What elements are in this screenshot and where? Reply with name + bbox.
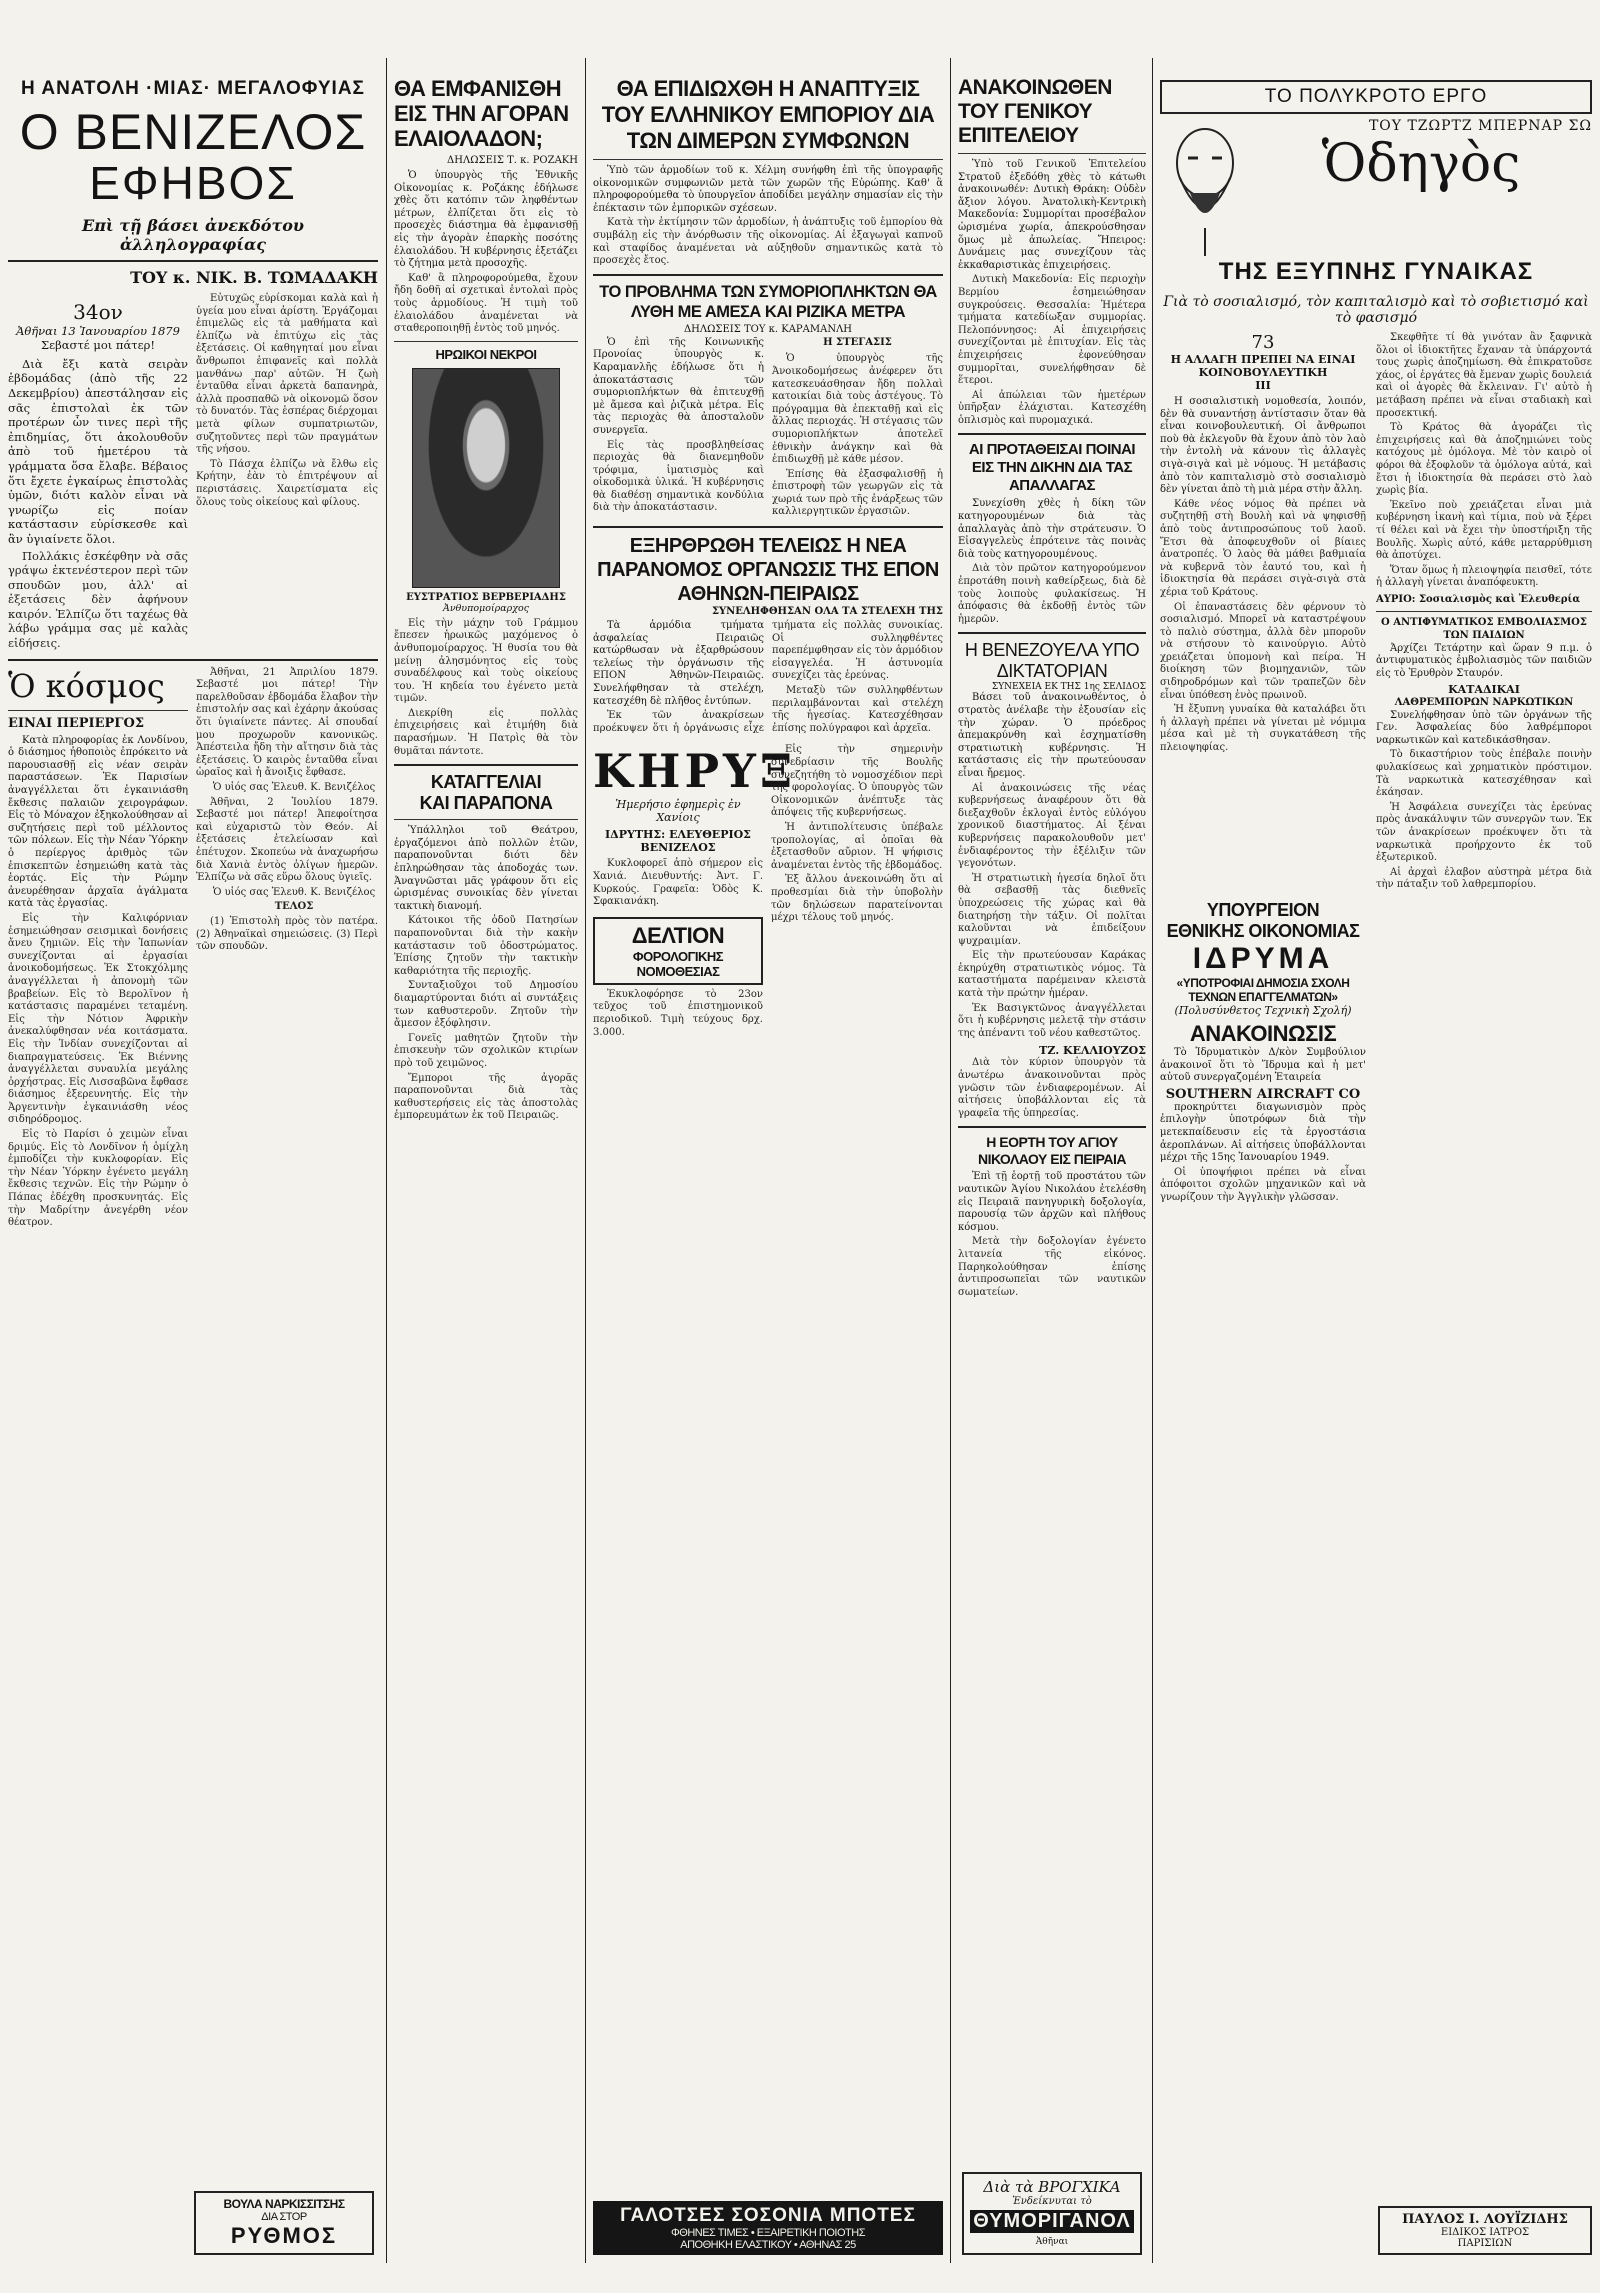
letter-body: Διὰ ἔξι κατὰ σειρὰν ἑβδομάδας (ἀπὸ τῆς 22 Δεκεμβρίου) ἀπεστάλησαν εἰς σᾶς ἐπιστολαὶ ἐκ τῶν προτέρων ὧν τινες περὶ τῆς ἐπιδημίας, ὅτι ἀκολουθοῦν ἀπὸ τοῦ ἡμετέρου τὰ γράμματα ὅσα ἔλαβε. Βέβαιος ὅτι ἔχετε ἐγκαίρως ἐπιστολὰς ὑμῶν, διότι καλὸν εἶναι νὰ γνωρίζω εἰς ποίαν κατάστασιν εὑρίσκεσθε καὶ ἂν ὑγιαίνετε ὅλοι. (8, 356, 188, 546)
announcement-body: Τὸ Ἰδρυματικὸν Δ/κὸν Συμβούλιον ἀνακοινοῖ ὅτι τὸ Ἵδρυμα καὶ ἡ μετ' αὐτοῦ συνεργαζομένη Ἑταιρεία (1160, 1046, 1366, 1084)
subheading: Η ΣΤΕΓΑΣΙΣ (823, 336, 892, 348)
letter-date: Ἀθῆναι 13 Ἰανουαρίου 1879 (16, 323, 180, 338)
notice-title: Ο ΑΝΤΙΦΥΜΑΤΙΚΟΣ ΕΜΒΟΛΙΑΣΜΟΣ ΤΩΝ ΠΑΙΔΙΩΝ (1381, 617, 1587, 642)
headline-complaints: ΚΑΤΑΓΓΕΛΙΑΙ (430, 772, 542, 793)
refugees-body: Ὁ ἐπὶ τῆς Κοινωνικῆς Προνοίας ὑπουργὸς κ. Καραμανλῆς ἐδήλωσε ὅτι ἡ ἀποκατάστασις τῶν συμοριοπλήκτων θὰ ἐπιτευχθῇ μὲ ἄμεσα καὶ ῥιζικὰ μέτρα. Εἰς τὰς περιοχὰς θὰ ἀποσταλοῦν συνεργεῖα. (593, 336, 764, 436)
advertisement-banner (593, 2201, 943, 2255)
notice-body: Συνελήφθησαν ὑπὸ τῶν ὀργάνων τῆς Γεν. Ἀσφαλείας δύο λαθρέμποροι ναρκωτικῶν καὶ κατεδικάσθησαν. (1376, 709, 1592, 746)
ad-line: ΔΙΑ ΣΤΟΡ (261, 2211, 307, 2223)
ad-brand: ΡΥΘΜΟΣ (230, 2223, 338, 2248)
caricature-illustration (1160, 118, 1250, 258)
column-venizelos: Η ΑΝΑΤΟΛΗ ·ΜΙΑΣ· ΜΕΓΑΛΟΦΥΙΑΣ Ο ΒΕΝΙΖΕΛΟΣ ΕΦΗΒΟΣ Επὶ τῇ βάσει ἀνεκδότου ἀλληλογραφίας ΤΟΥ κ. ΝΙΚ. Β. ΤΩΜΑΔΑΚΗ 34ον Ἀθῆναι 13 Ἰανουαρίου 1879 Σεβαστέ μοι πάτερ! Διὰ ἔξι κατὰ σειρὰν ἑβδομάδας (ἀπὸ τῆς 22 Δεκεμβρίου) ἀπεστάλησαν εἰς σᾶς ἐπιστολαὶ ἐκ τῶν προτέρων ὧν τινες περὶ τῆς ἐπιδημίας, ὅτι ἀκολουθοῦν ἀπὸ τοῦ ἡμετέρου τὰ γράμματα ὅσα ἔλαβε. Βέβαιος ὅτι ἔχετε ἐγκαίρως ἐπιστολὰς ὑμῶν, διότι καλὸν εἶναι νὰ γνωρίζω εἰς ποίαν κατάστασιν εὑρίσκεσθε καὶ ἂν ὑγιαίνετε ὅλοι. Πολλάκις ἐσκέφθην νὰ σᾶς γράψω ἐκτενέστερον περὶ τῶν σπουδῶν μου, ἀλλ' αἱ ἐξετάσεις δὲν ἀφήνουν καιρόν. Ἐλπίζω ὅτι ταχέως θὰ λάβω γράμμα σας μὲ καλὰς εἰδήσεις. Εὐτυχῶς εὑρίσκομαι καλὰ καὶ ἡ ὑγεία μου εἶναι ἀρίστη. Ἐργάζομαι ἐπιμελῶς εἰς τὰ μαθήματα καὶ ἐλπίζω νὰ ἐπιτύχω εἰς τὰς ἐξετάσεις. Οἱ καθηγηταί μου εἶναι ἄνθρωποι ἐπιφανεῖς καὶ πολλὰ μανθάνω παρ' αὐτῶν. Ἡ ζωὴ ἐνταῦθα εἶναι ἀρκετὰ δαπανηρὰ, ἀλλὰ προσπαθῶ νὰ οἰκονομῶ ὅσον τὸ δυνατόν. Τὰς ἑσπέρας διέρχομαι μετὰ φίλων συμπατριωτῶν, συζητοῦντες περὶ τῶν πραγμάτων τῆς νήσου. Τὸ Πάσχα ἐλπίζω νὰ ἔλθω εἰς Κρήτην, ἐὰν τὸ ἐπιτρέψουν αἱ περιστάσεις. Χαιρετίσματα εἰς ὅλους τοὺς οἰκείους καὶ φίλους. Ὁ κόσμος ΕΙΝΑΙ ΠΕΡΙΕΡΓΟΣ Κατὰ πληροφορίας ἐκ Λονδίνου, ὁ διάσημος ἠθοποιὸς ἐπρόκειτο νὰ παρουσιασθῇ εἰς νέαν σειρὰν παραστάσεων. Ἐκ Παρισίων ἀναγγέλλεται ὅτι ἐγκαινιάσθη ἔκθεσις παλαιῶν χειρογράφων. Εἰς τὸ Μόναχον ἐξηκολούθησαν αἱ συζητήσεις περὶ τοῦ μέλλοντος τῶν πόλεων. Εἰς τὴν Νέαν Ὑόρκην ὁ περίεργος ἀριθμὸς τῶν ἐπισκεπτῶν ἐσημειώθη κατὰ τὰς ἑορτάς. Εἰς τὴν Ρώμην ἀνευρέθησαν ἀρχαῖα ἀγάλματα κατὰ τὰς ἐργασίας. Εἰς τὴν Καλιφόρνιαν ἐσημειώθησαν σεισμικαὶ δονήσεις ἄνευ ζημιῶν. Εἰς τὴν Ἰαπωνίαν συνεχίζονται αἱ ἐργασίαι ἀνοικοδομήσεως. Ἐκ Στοκχόλμης ἀναγγέλλεται ἡ ἀπονομὴ τῶν βραβείων. Εἰς τὸ Βερολῖνον ἡ κατάστασις παραμένει τεταμένη. Εἰς τὴν Νότιον Ἀφρικὴν ἀνεκαλύφθησαν νέα κοιτάσματα. Εἰς τὴν Ἰνδίαν συνεχίζονται αἱ διαπραγματεύσεις. Ἐκ Βιέννης ἀναγγέλλεται συναυλία μεγάλης ὀρχήστρας. Εἰς Λισσαβῶνα ἔφθασε διάσημος ἐξερευνητής. Εἰς τὴν Ἀργεντινὴν ἐγκαινιάσθη νέος σιδηρόδρομος. Εἰς τὸ Παρίσι ὁ χειμὼν εἶναι δριμύς. Εἰς τὸ Λονδῖνον ἡ ὁμίχλη ἐμποδίζει τὴν κυκλοφορίαν. Εἰς τὴν Νέαν Ὑόρκην ἐγένετο μεγάλη ἔκθεσις τεχνῶν. Εἰς τὴν Ρώμην ὁ Πάπας ἐδέχθη προσκυνητάς. Εἰς τὴν Μαδρίτην ἀνεγέρθη νέον θέατρον. Ἀθῆναι, 21 Ἀπριλίου 1879. Σεβαστέ μοι πάτερ! Τὴν παρελθοῦσαν ἑβδομάδα ἔλαβον τὴν ἐπιστολήν σας καὶ ἐχάρην ἀκούσας ὅτι ὑγιαίνετε πάντες. Αἱ σπουδαί μου προχωροῦν κανονικῶς. Ἀπέστειλα ἤδη τὴν αἴτησιν διὰ τὰς ἐξετάσεις. Ὁ καιρὸς ἐνταῦθα εἶναι ὡραῖος καὶ ἡ ἄνοιξις ἔφθασε. Ὁ υἱός σας Ἐλευθ. Κ. Βενιζέλος Ἀθῆναι, 2 Ἰουλίου 1879. Σεβαστέ μοι πάτερ! Ἀπεφοίτησα καὶ εὐχαριστῶ τὸν Θεόν. Αἱ ἐξετάσεις ἐτελείωσαν καὶ ἐπέτυχον. Σκοπεύω νὰ ἀναχωρήσω διὰ Χανιὰ ἐντὸς ὀλίγων ἡμερῶν. Ἐλπίζω νὰ σᾶς εὕρω ὅλους ὑγιεῖς. Ὁ υἱός σας Ἐλευθ. Κ. Βενιζέλος ΤΕΛΟΣ (1) Ἐπιστολὴ πρὸς τὸν πατέρα. (2) Ἀθηναϊκαὶ σημειώσεις. (3) Περὶ τῶν σπουδῶν. ΒΟΥΛΑ ΝΑΡΚΙΣΣΙΤΣΗΣ ΔΙΑ ΣΤΟΡ ΡΥΘΜΟΣ (8, 58, 378, 2263)
doctor-card (1378, 2206, 1592, 2255)
chapter-body: Η σοσιαλιστικὴ νομοθεσία, λοιπόν, δὲν θὰ συναντήσῃ ἀντίστασιν ὅταν θὰ εἶναι κοινοβουλευτική. Οἱ ἄνθρωποι ποὺ θὰ ἐκλεγοῦν θὰ ἔχουν ἀπὸ τὸν λαὸ τὴν ἐντολὴ νὰ κάνουν τὶς ἀλλαγὲς σιγὰ-σιγὰ καὶ μὲ νόμους. Ἡ μετάβασις ἀπὸ τὸν καπιταλισμὸ στὸ σοσιαλισμὸ δὲν γίνεται ἀπὸ τὴ μιὰ μέρα στὴν ἄλλη. (1160, 396, 1366, 496)
ad-line: Ἐνδείκνυται τὸ (1012, 2196, 1092, 2208)
headline-complaints-sub: ΚΑΙ ΠΑΡΑΠΟΝΑ (419, 793, 553, 814)
notice-subtitle: ΛΑΘΡΕΜΠΟΡΩΝ ΝΑΡΚΩΤΙΚΩΝ (1394, 697, 1574, 709)
author-line: ΤΟΥ ΤΖΩΡΤΖ ΜΠΕΡΝΑΡ ΣΩ (1368, 118, 1592, 134)
article-body: Ὁ ὑπουργὸς τῆς Ἐθνικῆς Οἰκονομίας κ. Ροζάκης ἐδήλωσε χθὲς ὅτι κατόπιν τῶν ληφθέντων μέτρων, ἐλπίζεται ὅτι εἰς τὸ προσεχὲς διάστημα θὰ ἐμφανισθῇ εἰς τὴν ἀγορὰν ἐπαρκὴς ποσότης ἐλαιολάδου. Ἡ κυβέρνησις ἐξετάζει τὸ ζήτημα μετὰ προσοχῆς. (394, 170, 578, 270)
byline: ΔΗΛΩΣΕΙΣ Τ. κ. ΡΟΖΑΚΗ (447, 155, 578, 166)
kerix-subtitle: Ἡμερήσιο ἐφημερὶς ἐν Χανίοις (615, 798, 741, 825)
kicker: Η ΑΝΑΤΟΛΗ ·ΜΙΑΣ· ΜΕΓΑΛΟΦΥΙΑΣ (21, 78, 365, 99)
continuation-note: ΣΥΝΕΧΕΙΑ ΕΚ ΤΗΣ 1ης ΣΕΛΙΔΟΣ (991, 682, 1146, 693)
headline-venezuela: Η ΒΕΝΕΖΟΥΕΛΑ ΥΠΟ ΔΙΚΤΑΤΟΡΙΑΝ (964, 640, 1140, 682)
section-title: Ὁ κόσμος (8, 666, 165, 705)
divider (8, 659, 378, 661)
section-notes: Κατὰ πληροφορίας ἐκ Λονδίνου, ὁ διάσημος ἠθοποιὸς ἐπρόκειτο νὰ παρουσιασθῇ εἰς νέαν σειρὰν παραστάσεων. Ἐκ Παρισίων ἀναγγέλλεται ὅτι ἐγκαινιάσθη ἔκθεσις παλαιῶν χειρογράφων. Εἰς τὸ Μόναχον ἐξηκολούθησαν αἱ συζητήσεις περὶ τοῦ μέλλοντος τῶν πόλεων. Εἰς τὴν Νέαν Ὑόρκην ὁ περίεργος ἀριθμὸς τῶν ἐπισκεπτῶν ἐσημειώθη κατὰ τὰς ἑορτάς. Εἰς τὴν Ρώμην ἀνευρέθησαν ἀρχαῖα ἀγάλματα κατὰ τὰς ἐργασίας. (8, 734, 188, 910)
photo-caption-sub: Ἀνθυπομοίραρχος (442, 602, 530, 614)
column-rule (585, 58, 586, 2263)
ministry-title: ΥΠΟΥΡΓΕΙΟΝ (1206, 899, 1320, 920)
chapter-number: ΙΙΙ (1255, 379, 1271, 392)
institution-sub: (Πολυσύνθετος Τεχνικὴ Σχολή) (1174, 1003, 1352, 1017)
epon-body: Τὰ ἁρμόδια τμήματα ἀσφαλείας Πειραιῶς κατώρθωσαν νὰ ἐξαρθρώσουν τελείως τὴν ὀργάνωσιν τῆς ΕΠΟΝ Ἀθηνῶν-Πειραιῶς. Συνελήφθησαν τὰ στελέχη, κατεσχέθη δὲ πλῆθος ἐντύπων. (593, 620, 764, 707)
headline-second-line: ΕΦΗΒΟΣ (89, 157, 297, 209)
ad-headline: ΓΑΛΟΤΣΕΣ ΣΟΣΟΝΙΑ ΜΠΟΤΕΣ (620, 2205, 916, 2226)
ad-brand: ΘΥΜΟΡΙΓΑΝΟΛ (970, 2210, 1134, 2233)
doctor-name: ΠΑΥΛΟΣ Ι. ΛΟΥΪΖΙΔΗΣ (1402, 2212, 1568, 2227)
advertisement-box (962, 2172, 1142, 2255)
article-body: Ὑπὸ τῶν ἁρμοδίων τοῦ κ. Χέλμη συνήφθη ἐπὶ τῆς ὑπογραφῆς οἰκονομικῶν συμφωνιῶν μετὰ τῶν χωρῶν τῆς Εὐρώπης. Καθ' ἃ πληροφορούμεθα τὸ ὑπουργεῖον ἀποδίδει μεγάλην σημασίαν εἰς τὴν ἐπέκτασιν τῶν ἐμπορικῶν σχέσεων. (593, 165, 943, 214)
announcement-title: ΑΝΑΚΟΙΝΩΣΙΣ (1189, 1020, 1337, 1046)
headline-epon: ΕΞΗΡΘΡΩΘΗ ΤΕΛΕΙΩΣ Η ΝΕΑ ΠΑΡΑΝΟΜΟΣ ΟΡΓΑΝΩΣΙΣ ΤΗΣ ΕΠΟΝ ΑΘΗΝΩΝ-ΠΕΙΡΑΙΩΣ (597, 535, 939, 606)
kerix-founder: ΙΔΡΥΤΗΣ: ΕΛΕΥΘΕΡΙΟΣ ΒΕΝΙΖΕΛΟΣ (605, 828, 751, 855)
ministry-title-second: ΕΘΝΙΚΗΣ ΟΙΚΟΝΟΜΙΑΣ (1166, 920, 1360, 941)
notice-body: Ἀρχίζει Τετάρτην καὶ ὥραν 9 π.μ. ὁ ἀντιφυματικὸς ἐμβολιασμὸς τῶν παιδιῶν εἰς τὸ Ἐρυθρὸν Σταυρόν. (1376, 642, 1592, 679)
announcement-body-cont: προκηρύττει διαγωνισμὸν πρὸς ἐπιλογὴν ὑποτρόφων διὰ τὴν μετεκπαίδευσιν εἰς τὰ ἐργοστάσια ἀεροπλάνων. Αἱ αἰτήσεις ὑποβάλλονται μέχρι τῆς 15ης Ἰανουαρίου 1949. (1160, 1101, 1366, 1164)
letter-number: 34ον (73, 300, 123, 324)
headline: ΘΑ ΕΜΦΑΝΙΣΘΗ ΕΙΣ ΤΗΝ ΑΓΟΡΑΝ ΕΛΑΙΟΛΑΔΟΝ; (394, 76, 569, 151)
installment-number: 73 (1251, 332, 1275, 353)
column-rule (950, 58, 951, 2263)
subtitle: Γιὰ τὸ σοσιαλισμό, τὸν καπιταλισμὸ καὶ τὸ σοβιετισμό καὶ τὸ φασισμό (1163, 294, 1589, 326)
headline-refugees: ΤΟ ΠΡΟΒΛΗΜΑ ΤΩΝ ΣΥΜΟΡΙΟΠΛΗΚΤΩΝ ΘΑ ΛΥΘΗ ΜΕ ΑΜΕΣΑ ΚΑΙ ΡΙΖΙΚΑ ΜΕΤΡΑ (599, 282, 937, 321)
divider (8, 260, 378, 262)
column-trade: ΘΑ ΕΠΙΔΙΩΧΘΗ Η ΑΝΑΠΤΥΞΙΣ ΤΟΥ ΕΛΛΗΝΙΚΟΥ ΕΜΠΟΡΙΟΥ ΔΙΑ ΤΩΝ ΔΙΜΕΡΩΝ ΣΥΜΦΩΝΩΝ Ὑπὸ τῶν ἁρμοδίων τοῦ κ. Χέλμη συνήφθη ἐπὶ τῆς ὑπογραφῆς οἰκονομικῶν συμφωνιῶν μετὰ τῶν χωρῶν τῆς Εὐρώπης. Καθ' ἃ πληροφορούμεθα τὸ ὑπουργεῖον ἀποδίδει μεγάλην σημασίαν εἰς τὴν ἐπέκτασιν τῶν ἐμπορικῶν σχέσεων. Κατὰ τὴν ἐκτίμησιν τῶν ἁρμοδίων, ἡ ἀνάπτυξις τοῦ ἐμπορίου θὰ συμβάλῃ εἰς τὴν ἀνόρθωσιν τῆς οἰκονομίας. Αἱ ἐξαγωγαὶ καπνοῦ καὶ σταφίδος ἀναμένεται νὰ αὐξηθοῦν σημαντικῶς κατὰ τὸ προσεχὲς ἔτος. ΤΟ ΠΡΟΒΛΗΜΑ ΤΩΝ ΣΥΜΟΡΙΟΠΛΗΚΤΩΝ ΘΑ ΛΥΘΗ ΜΕ ΑΜΕΣΑ ΚΑΙ ΡΙΖΙΚΑ ΜΕΤΡΑ ΔΗΛΩΣΕΙΣ ΤΟΥ κ. ΚΑΡΑΜΑΝΛΗ Ὁ ἐπὶ τῆς Κοινωνικῆς Προνοίας ὑπουργὸς κ. Καραμανλῆς ἐδήλωσε ὅτι ἡ ἀποκατάστασις τῶν συμοριοπλήκτων θὰ ἐπιτευχθῇ μὲ ἄμεσα καὶ ῥιζικὰ μέτρα. Εἰς τὰς περιοχὰς θὰ ἀποσταλοῦν συνεργεῖα. Εἰς τὰς προσβληθείσας περιοχὰς θὰ διανεμηθοῦν τρόφιμα, ἱματισμὸς καὶ οἰκοδομικὰ ὑλικά. Ἡ κυβέρνησις θὰ διαθέσῃ σημαντικὰ κονδύλια διὰ τὴν ἀποκατάστασιν. Η ΣΤΕΓΑΣΙΣ Ὁ ὑπουργὸς τῆς Ἀνοικοδομήσεως ἀνέφερεν ὅτι κατεσκευάσθησαν ἤδη πολλαὶ κατοικίαι διὰ τοὺς ἀστέγους. Τὸ πρόγραμμα θὰ ἐπεκταθῇ καὶ εἰς ἄλλας περιοχάς. Ἡ στέγασις τῶν συμοριοπλήκτων ἀποτελεῖ ἐθνικὴν ἀνάγκην καὶ θὰ ἐπιδιωχθῇ μὲ κάθε μέσον. Ἐπίσης θὰ ἐξασφαλισθῇ ἡ ἐπιστροφὴ τῶν γεωργῶν εἰς τὰ χωριά των πρὸ τῆς ἐνάρξεως τῶν καλλιεργητικῶν ἐργασιῶν. ΕΞΗΡΘΡΩΘΗ ΤΕΛΕΙΩΣ Η ΝΕΑ ΠΑΡΑΝΟΜΟΣ ΟΡΓΑΝΩΣΙΣ ΤΗΣ ΕΠΟΝ ΑΘΗΝΩΝ-ΠΕΙΡΑΙΩΣ ΣΥΝΕΛΗΦΘΗΣΑΝ ΟΛΑ ΤΑ ΣΤΕΛΕΧΗ ΤΗΣ Τὰ ἁρμόδια τμήματα ἀσφαλείας Πειραιῶς κατώρθωσαν νὰ ἐξαρθρώσουν τελείως τὴν ὀργάνωσιν τῆς ΕΠΟΝ Ἀθηνῶν-Πειραιῶς. Συνελήφθησαν τὰ στελέχη, κατεσχέθη δὲ πλῆθος ἐντύπων. Ἐκ τῶν ἀνακρίσεων προέκυψεν ὅτι ἡ ὀργάνωσις εἶχε τμήματα εἰς πολλὰς συνοικίας. Οἱ συλληφθέντες παρεπέμφθησαν εἰς τὸν ἁρμόδιον εἰσαγγελέα. Ἡ ἀστυνομία συνεχίζει τὰς ἐρεύνας. Μεταξὺ τῶν συλληφθέντων περιλαμβάνονται καὶ στελέχη τῆς ἡγεσίας. Κατεσχέθησαν ἐπίσης πολύγραφοι καὶ ἀρχεῖα. ΚΗΡΥΞ Ἡμερήσιο ἐφημερὶς ἐν Χανίοις ΙΔΡΥΤΗΣ: ΕΛΕΥΘΕΡΙΟΣ ΒΕΝΙΖΕΛΟΣ Κυκλοφορεῖ ἀπὸ σήμερον εἰς Χανιά. Διευθυντής: Ἀντ. Γ. Κυρκούς. Γραφεῖα: Ὁδὸς Κ. Σφακιανάκη. ΔΕΛΤΙΟΝ ΦΟΡΟΛΟΓΙΚΗΣ ΝΟΜΟΘΕΣΙΑΣ Ἐκυκλοφόρησε τὸ 23ον τεῦχος τοῦ ἐπιστημονικοῦ περιοδικοῦ. Τιμὴ τεύχους δρχ. 3.000. Εἰς τὴν σημερινὴν συνεδρίασιν τῆς Βουλῆς συνεζητήθη τὸ νομοσχέδιον περὶ τῆς φορολογίας. Ὁ ὑπουργὸς τῶν Οἰκονομικῶν ἀνέπτυξε τὰς ἀπόψεις τῆς κυβερνήσεως. Ἡ ἀντιπολίτευσις ὑπέβαλε τροπολογίας, αἱ ὁποῖαι θὰ ἐξετασθοῦν αὔριον. Ἡ ψήφισις ἀναμένεται ἐντὸς τῆς ἑβδομάδος. Ἐξ ἄλλου ἀνεκοινώθη ὅτι αἱ προθεσμίαι διὰ τὴν ὑποβολὴν τῶν δηλώσεων παρατείνονται μέχρι τέλους τοῦ μηνός. ΓΑΛΟΤΣΕΣ ΣΟΣΟΝΙΑ ΜΠΟΤΕΣ ΦΘΗΝΕΣ ΤΙΜΕΣ • ΕΞΑΙΡΕΤΙΚΗ ΠΟΙΟΤΗΣ ΑΠΟΘΗΚΗ ΕΛΑΣΤΙΚΟΥ • ΑΘΗΝΑΣ 25 (593, 58, 943, 2263)
portrait-photo (412, 368, 560, 588)
series-heading: ΤΟ ΠΟΛΥΚΡΟΤΟ ΕΡΓΟ (1160, 80, 1592, 114)
section-subtitle: ΕΙΝΑΙ ΠΕΡΙΕΡΓΟΣ (8, 715, 145, 731)
advertisement-box (194, 2191, 374, 2255)
signature: ΤΖ. ΚΕΛΛΙΟΥΖΟΣ (1039, 1044, 1146, 1058)
ad-line: Διὰ τὰ ΒΡΟΓΧΙΚΑ (983, 2178, 1121, 2197)
byline: ΔΗΛΩΣΕΙΣ ΤΟΥ κ. ΚΑΡΑΜΑΝΛΗ (683, 323, 853, 335)
announcement-body: Ὑπὸ τοῦ Γενικοῦ Ἐπιτελείου Στρατοῦ ἐξεδόθη χθὲς τὸ κάτωθι ἀνακοινωθέν: Δυτικὴ Θράκη: Οὐδὲν ἄξιον λόγου. Ἀνατολικὴ-Κεντρικὴ Μακεδονία: Συμμορίται προσέβαλον ὡρισμένα χωρία, ἀπεκρούσθησαν ὅμως μὲ ἀπωλείας. Ἤπειρος: Δυνάμεις μας συνεχίζουν τὰς ἐκκαθαριστικὰς ἐπιχειρήσεις. (958, 159, 1146, 271)
feast-body: Ἐπὶ τῇ ἑορτῇ τοῦ προστάτου τῶν ναυτικῶν Ἁγίου Νικολάου ἐτελέσθη εἰς Πειραιᾶ πανηγυρικὴ δοξολογία, παρουσίᾳ τῶν ἀρχῶν καὶ πλήθους κόσμου. (958, 1171, 1146, 1233)
company-name: SOUTHERN AIRCRAFT CO (1165, 1086, 1361, 1102)
venezuela-body: Βάσει τοῦ ἀνακοινωθέντος, ὁ στρατὸς ἀνέλαβε τὴν ἐξουσίαν εἰς τὴν χώραν. Ὁ πρόεδρος ἀπεμακρύνθη καὶ ἐσχηματίσθη στρατιωτικὴ κυβέρνησις. Ἡ κατάστασις εἰς τὴν πρωτεύουσαν εἶναι ἤρεμος. (958, 692, 1146, 779)
photo-caption: ΕΥΣΤΡΑΤΙΟΣ ΒΕΡΒΕΡΙΑΔΗΣ (406, 591, 566, 603)
byline: ΤΟΥ κ. ΝΙΚ. Β. ΤΩΜΑΔΑΚΗ (130, 268, 378, 287)
ad-line: ΑΠΟΘΗΚΗ ΕΛΑΣΤΙΚΟΥ • ΑΘΗΝΑΣ 25 (680, 2239, 856, 2251)
doctor-title: ΕΙΔΙΚΟΣ ΙΑΤΡΟΣ (1440, 2227, 1530, 2238)
headline: ΘΑ ΕΠΙΔΙΩΧΘΗ Η ΑΝΑΠΤΥΞΙΣ ΤΟΥ ΕΛΛΗΝΙΚΟΥ ΕΜΠΟΡΙΟΥ ΔΙΑ ΤΩΝ ΔΙΜΕΡΩΝ ΣΥΜΦΩΝΩΝ (601, 76, 935, 153)
kerix-masthead: ΚΗΡΥΞ (593, 744, 797, 799)
big-title-second-line: ΤΗΣ ΕΞΥΠΝΗΣ ΓΥΝΑΙΚΑΣ (1218, 258, 1534, 285)
institution-title: ΙΔΡΥΜΑ (1192, 941, 1334, 975)
headline-trial: ΑΙ ΠΡΟΤΑΘΕΙΣΑΙ ΠΟΙΝΑΙ ΕΙΣ ΤΗΝ ΔΙΚΗΝ ΔΙΑ ΤΑΣ ΑΠΑΛΛΑΓΑΣ (968, 441, 1136, 495)
headline: Ο ΒΕΝΙΖΕΛΟΣ (19, 104, 367, 160)
ad-footer: Ἀθῆναι (1035, 2237, 1069, 2248)
next-installment: ΑΥΡΙΟ: Σοσιαλισμὸς καὶ Ἐλευθερία (1376, 593, 1581, 605)
column-oil: ΘΑ ΕΜΦΑΝΙΣΘΗ ΕΙΣ ΤΗΝ ΑΓΟΡΑΝ ΕΛΑΙΟΛΑΔΟΝ; ΔΗΛΩΣΕΙΣ Τ. κ. ΡΟΖΑΚΗ Ὁ ὑπουργὸς τῆς Ἐθνικῆς Οἰκονομίας κ. Ροζάκης ἐδήλωσε χθὲς ὅτι κατόπιν τῶν ληφθέντων μέτρων, ἐλπίζεται ὅτι εἰς τὸ προσεχὲς διάστημα θὰ ἐμφανισθῇ εἰς τὴν ἀγορὰν ἐπαρκὴς ποσότης ἐλαιολάδου. Ἡ κυβέρνησις ἐξετάζει τὸ ζήτημα μετὰ προσοχῆς. Καθ' ἃ πληροφορούμεθα, ἔχουν ἤδη δοθῆ αἱ σχετικαὶ ἐντολαὶ πρὸς τοὺς ἁρμοδίους. Ἡ τιμὴ τοῦ ἐλαιολάδου ἀναμένεται νὰ σταθεροποιηθῇ ἐντὸς τοῦ μηνός. ΗΡΩΙΚΟΙ ΝΕΚΡΟΙ ΕΥΣΤΡΑΤΙΟΣ ΒΕΡΒΕΡΙΑΔΗΣ Ἀνθυπομοίραρχος Εἰς τὴν μάχην τοῦ Γράμμου ἔπεσεν ἡρωικῶς μαχόμενος ὁ ἀνθυπομοίραρχος. Ἡ θυσία του θὰ μείνῃ ἀλησμόνητος εἰς τοὺς συναδέλφους καὶ τοὺς οἰκείους του. Ἡ κηδεία του ἐγένετο μετὰ τιμῶν. Διεκρίθη εἰς πολλὰς ἐπιχειρήσεις καὶ ἐτιμήθη διὰ παρασήμων. Ἡ Πατρὶς θὰ τὸν θυμᾶται πάντοτε. ΚΑΤΑΓΓΕΛΙΑΙ ΚΑΙ ΠΑΡΑΠΟΝΑ Ὑπάλληλοι τοῦ Θεάτρου, ἐργαζόμενοι ἀπὸ πολλῶν ἐτῶν, παραπονοῦνται διότι δὲν ἐπληρώθησαν τὰς ἀποδοχάς των. Ἀναγνῶσται μᾶς γράφουν ὅτι εἰς ὡρισμένας συνοικίας δὲν γίνεται τακτικὴ διανομή. Κάτοικοι τῆς ὁδοῦ Πατησίων παραπονοῦνται διὰ τὴν κακὴν κατάστασιν τοῦ ὁδοστρώματος. Ἐπίσης ζητοῦν τὴν τακτικὴν καθαριότητα τῆς περιοχῆς. Συνταξιοῦχοι τοῦ Δημοσίου διαμαρτύρονται διότι αἱ συντάξεις των καθυστεροῦν. Ζητοῦν τὴν ἄμεσον ἐξόφλησιν. Γονεῖς μαθητῶν ζητοῦν τὴν ἐπισκευὴν τῶν σχολικῶν κτιρίων πρὸ τοῦ χειμῶνος. Ἔμποροι τῆς ἀγορᾶς παραπονοῦνται διὰ τὰς καθυστερήσεις εἰς τὰς ἀποστολὰς ἐμπορευμάτων ἐκ τοῦ Πειραιῶς. (394, 76, 578, 1122)
trial-body: Συνεχίσθη χθὲς ἡ δίκη τῶν κατηγορουμένων διὰ τὰς ἀπαλλαγὰς ἀπὸ τὴν στράτευσιν. Ὁ Εἰσαγγελεὺς ἐπρότεινε τὰς ποινὰς διὰ τοὺς κατηγορουμένους. (958, 498, 1146, 560)
notice-title: ΚΑΤΑΔΙΚΑΙ (1448, 683, 1520, 697)
column-shaw: ΤΟ ΠΟΛΥΚΡΟΤΟ ΕΡΓΟ ΤΟΥ ΤΖΩΡΤΖ ΜΠΕΡΝΑΡ ΣΩ Ὁδηγὸς ΤΗΣ ΕΞΥΠΝΗΣ ΓΥΝΑΙΚΑΣ Γιὰ τὸ σοσιαλισμό, τὸν καπιταλισμὸ καὶ τὸ σοβιετισμό καὶ τὸ φασισμό 73 Η ΑΛΛΑΓΗ ΠΡΕΠΕΙ ΝΑ ΕΙΝΑΙ ΚΟΙΝΟΒΟΥΛΕΥΤΙΚΗ ΙΙΙ Η σοσιαλιστικὴ νομοθεσία, λοιπόν, δὲν θὰ συναντήσῃ ἀντίστασιν ὅταν θὰ εἶναι κοινοβουλευτική. Οἱ ἄνθρωποι ποὺ θὰ ἐκλεγοῦν θὰ ἔχουν ἀπὸ τὸν λαὸ τὴν ἐντολὴ νὰ κάνουν τὶς ἀλλαγὲς σιγὰ-σιγὰ καὶ μὲ νόμους. Ἡ μετάβασις ἀπὸ τὸν καπιταλισμὸ στὸ σοσιαλισμὸ δὲν γίνεται ἀπὸ τὴ μιὰ μέρα στὴν ἄλλη. Κάθε νέος νόμος θὰ πρέπει νὰ συζητηθῇ στὴ Βουλὴ καὶ νὰ ψηφισθῇ ἀπὸ τοὺς ἀντιπροσώπους τοῦ λαοῦ. Ἔτσι θὰ ἀποφευχθοῦν οἱ βίαιες ἀνατροπές. Ὁ λαὸς θὰ μάθει βαθμιαία νὰ κυβερνᾶ τὸν ἑαυτό του, καὶ ἡ ἰδιοκτησία θὰ περάσει σιγὰ-σιγὰ στὰ χέρια τοῦ Κράτους. Οἱ ἐπαναστάσεις δὲν φέρνουν τὸ σοσιαλισμό. Μπορεῖ νὰ καταστρέψουν τὸ παλιὸ σύστημα, ἀλλὰ δὲν μποροῦν νὰ στήσουν τὸ καινούργιο. Αὐτὸ χρειάζεται ὑπομονὴ καὶ πείρα. Ἡ διοίκηση τῶν βιομηχανιῶν, τῶν σιδηροδρόμων καὶ τῶν τραπεζῶν δὲν εἶναι ὑπόθεση ἑνὸς πρωινοῦ. Ἡ ἔξυπνη γυναίκα θὰ καταλάβει ὅτι ἡ ἀλλαγὴ πρέπει νὰ γίνεται μὲ νόμιμα μέσα καὶ μὲ τὴ συγκατάθεση τῆς πλειοψηφίας. Σκεφθῆτε τί θὰ γινόταν ἂν ξαφνικὰ ὅλοι οἱ ἰδιοκτῆτες ἔχαναν τὰ ὑπάρχοντά τους χωρὶς ἀποζημίωση. Θὰ ἐπικρατοῦσε χάος, οἱ ἐργάτες θὰ ἔμεναν χωρὶς δουλειά καὶ οἱ ἀγορὲς θὰ ἔκλειναν. Γι' αὐτὸ ἡ μετάβαση πρέπει νὰ εἶναι σταδιακὴ καὶ προσεκτική. Τὸ Κράτος θὰ ἀγοράζει τὶς ἐπιχειρήσεις καὶ θὰ ἀποζημιώνει τοὺς κατόχους μὲ ὁμόλογα. Μὲ τὸν καιρὸ οἱ φόροι θὰ ἐξοφλοῦν τὰ ὁμόλογα αὐτά, καὶ ἔτσι ἡ ἰδιοκτησία θὰ περάσει στὸ λαὸ χωρὶς βία. Ἐκεῖνο ποὺ χρειάζεται εἶναι μιὰ κυβέρνηση ἱκανὴ καὶ τίμια, ποὺ νὰ ξέρει τί θέλει καὶ νὰ ἔχει τὴν ὑποστήριξη τῆς Βουλῆς. Χωρὶς αὐτό, κάθε μεταρρύθμιση θὰ ἀποτύχει. Ὅταν ὅμως ἡ πλειοψηφία πεισθεῖ, τότε ἡ ἀλλαγὴ γίνεται ἀναπόφευκτη. ΑΥΡΙΟ: Σοσιαλισμὸς καὶ Ἐλευθερία Ο ΑΝΤΙΦΥΜΑΤΙΚΟΣ ΕΜΒΟΛΙΑΣΜΟΣ ΤΩΝ ΠΑΙΔΙΩΝ Ἀρχίζει Τετάρτην καὶ ὥραν 9 π.μ. ὁ ἀντιφυματικὸς ἐμβολιασμὸς τῶν παιδιῶν εἰς τὸ Ἐρυθρὸν Σταυρόν. ΚΑΤΑΔΙΚΑΙ ΛΑΘΡΕΜΠΟΡΩΝ ΝΑΡΚΩΤΙΚΩΝ Συνελήφθησαν ὑπὸ τῶν ὀργάνων τῆς Γεν. Ἀσφαλείας δύο λαθρέμποροι ναρκωτικῶν καὶ κατεδικάσθησαν. Τὸ δικαστήριον τοὺς ἐπέβαλε ποινὴν φυλακίσεως καὶ χρηματικὸν πρόστιμον. Τὰ ναρκωτικὰ κατεσχέθησαν καὶ ἐκάησαν. Ἡ Ἀσφάλεια συνεχίζει τὰς ἐρεύνας πρὸς ἀνακάλυψιν τῶν συνεργῶν των. Ἐκ τῶν ἀνακρίσεων προέκυψεν ὅτι τὰ ναρκωτικὰ προήρχοντο ἐκ τοῦ ἐξωτερικοῦ. Αἱ ἀρχαὶ ἐλαβον αὐστηρὰ μέτρα διὰ τὴν πάταξιν τοῦ λαθρεμπορίου. ΥΠΟΥΡΓΕΙΟΝ ΕΘΝΙΚΗΣ ΟΙΚΟΝΟΜΙΑΣ ΙΔΡΥΜΑ «ΥΠΟΤΡΟΦΙΑΙ ΔΗΜΟΣΙΑ ΣΧΟΛΗ ΤΕΧΝΩΝ ΕΠΑΓΓΕΛΜΑΤΩΝ» (Πολυσύνθετος Τεχνικὴ Σχολή) ΑΝΑΚΟΙΝΩΣΙΣ Τὸ Ἰδρυματικὸν Δ/κὸν Συμβούλιον ἀνακοινοῖ ὅτι τὸ Ἵδρυμα καὶ ἡ μετ' αὐτοῦ συνεργαζομένη Ἑταιρεία SOUTHERN AIRCRAFT CO προκηρύττει διαγωνισμὸν πρὸς ἐπιλογὴν ὑποτρόφων διὰ τὴν μετεκπαίδευσιν εἰς τὰ ἐργοστάσια ἀεροπλάνων. Αἱ αἰτήσεις ὑποβάλλονται μέχρι τῆς 15ης Ἰανουαρίου 1949. Οἱ ὑποψήφιοι πρέπει νὰ εἶναι ἀπόφοιτοι σχολῶν μηχανικῶν καὶ νὰ γνωρίζουν τὴν Ἀγγλικὴν γλῶσσαν. ΠΑΥΛΟΣ Ι. ΛΟΥΪΖΙΔΗΣ ΕΙΔΙΚΟΣ ΙΑΤΡΟΣ ΠΑΡΙΣΙΩΝ (1160, 58, 1592, 2263)
column-rule (386, 58, 387, 2263)
ad-line: ΒΟΥΛΑ ΝΑΡΚΙΣΣΙΤΣΗΣ (223, 2197, 345, 2211)
column-announcement: ΑΝΑΚΟΙΝΩΘΕΝ ΤΟΥ ΓΕΝΙΚΟΥ ΕΠΙΤΕΛΕΙΟΥ Ὑπὸ τοῦ Γενικοῦ Ἐπιτελείου Στρατοῦ ἐξεδόθη χθὲς τὸ κάτωθι ἀνακοινωθέν: Δυτικὴ Θράκη: Οὐδὲν ἄξιον λόγου. Ἀνατολικὴ-Κεντρικὴ Μακεδονία: Συμμορίται προσέβαλον ὡρισμένα χωρία, ἀπεκρούσθησαν ὅμως μὲ ἀπωλείας. Ἤπειρος: Δυνάμεις μας συνεχίζουν τὰς ἐκκαθαριστικὰς ἐπιχειρήσεις. Δυτικὴ Μακεδονία: Εἰς περιοχὴν Βερμίου ἐσημειώθησαν συγκρούσεις. Θεσσαλία: Ἡμέτερα τμήματα κατεδίωξαν συμμορίας. Πελοπόννησος: Αἱ ἐπιχειρήσεις συνεχίζονται μὲ ἐπιτυχίαν. Εἰς τὰς ἐπιχειρήσεις ἐφονεύθησαν συμμορῖται, συνελήφθησαν δὲ ἕτεροι. Αἱ ἀπώλειαι τῶν ἡμετέρων ὑπῆρξαν ἐλάχισται. Κατεσχέθη ὁπλισμὸς καὶ πυρομαχικά. ΑΙ ΠΡΟΤΑΘΕΙΣΑΙ ΠΟΙΝΑΙ ΕΙΣ ΤΗΝ ΔΙΚΗΝ ΔΙΑ ΤΑΣ ΑΠΑΛΛΑΓΑΣ Συνεχίσθη χθὲς ἡ δίκη τῶν κατηγορουμένων διὰ τὰς ἀπαλλαγὰς ἀπὸ τὴν στράτευσιν. Ὁ Εἰσαγγελεὺς ἐπρότεινε τὰς ποινὰς διὰ τοὺς κατηγορουμένους. Διὰ τὸν πρῶτον κατηγορούμενον ἐπροτάθη ποινὴ καθείρξεως, διὰ δὲ τοὺς λοιποὺς φυλακίσεως. Ἡ ἀπόφασις θὰ ἐκδοθῇ ἐντὸς τῶν ἡμερῶν. Η ΒΕΝΕΖΟΥΕΛΑ ΥΠΟ ΔΙΚΤΑΤΟΡΙΑΝ ΣΥΝΕΧΕΙΑ ΕΚ ΤΗΣ 1ης ΣΕΛΙΔΟΣ Βάσει τοῦ ἀνακοινωθέντος, ὁ στρατὸς ἀνέλαβε τὴν ἐξουσίαν εἰς τὴν χώραν. Ὁ πρόεδρος ἀπεμακρύνθη καὶ ἐσχηματίσθη στρατιωτικὴ κυβέρνησις. Ἡ κατάστασις εἰς τὴν πρωτεύουσαν εἶναι ἤρεμος. Αἱ ἀνακοινώσεις τῆς νέας κυβερνήσεως ἀναφέρουν ὅτι θὰ διεξαχθοῦν ἐκλογαὶ ἐντὸς εὐλόγου χρονικοῦ διαστήματος. Αἱ ξέναι κυβερνήσεις παρακολουθοῦν μετ' ἐνδιαφέροντος τὴν ἐξέλιξιν τῶν γεγονότων. Ἡ στρατιωτικὴ ἡγεσία δηλοῖ ὅτι θὰ σεβασθῇ τὰς διεθνεῖς ὑποχρεώσεις τῆς χώρας καὶ θὰ διατηρήσῃ τὴν τάξιν. Οἱ πολῖται καλοῦνται νὰ ἐπιδείξουν ψυχραιμίαν. Εἰς τὴν πρωτεύουσαν Καράκας ἐκηρύχθη στρατιωτικὸς νόμος. Τὰ καταστήματα παρέμειναν κλειστὰ κατὰ τὴν πρώτην ἡμέραν. Ἐκ Βασιγκτῶνος ἀναγγέλλεται ὅτι ἡ κυβέρνησις μελετᾷ τὴν στάσιν της ἀπέναντι τοῦ νέου καθεστῶτος. ΤΖ. ΚΕΛΛΙΟΥΖΟΣ Διὰ τὸν κύριον ὑπουργὸν τὰ ἀνωτέρω ἀνακοινοῦνται πρὸς γνῶσιν τῶν ἐνδιαφερομένων. Αἱ αἰτήσεις ὑποβάλλονται εἰς τὰ γραφεῖα τῆς ὑπηρεσίας. Η ΕΟΡΤΗ ΤΟΥ ΑΓΙΟΥ ΝΙΚΟΛΑΟΥ ΕΙΣ ΠΕΙΡΑΙΑ Ἐπὶ τῇ ἑορτῇ τοῦ προστάτου τῶν ναυτικῶν Ἁγίου Νικολάου ἐτελέσθη εἰς Πειραιᾶ πανηγυρικὴ δοξολογία, παρουσίᾳ τῶν ἀρχῶν καὶ πλήθους κόσμου. Μετὰ τὴν δοξολογίαν ἐγένετο λιτανεία τῆς εἰκόνος. Παρηκολούθησαν ἐπίσης ἀντιπροσωπεῖαι τῶν ναυτικῶν σωματείων. Διὰ τὰ ΒΡΟΓΧΙΚΑ Ἐνδείκνυται τὸ ΘΥΜΟΡΙΓΑΝΟΛ Ἀθῆναι (958, 58, 1146, 2263)
subheadline: ΣΥΝΕΛΗΦΘΗΣΑΝ ΟΛΑ ΤΑ ΣΤΕΛΕΧΗ ΤΗΣ (711, 606, 943, 618)
photo-heading: ΗΡΩΙΚΟΙ ΝΕΚΡΟΙ (435, 346, 537, 362)
letter-salutation: Σεβαστέ μοι πάτερ! (41, 338, 155, 353)
headline: ΑΝΑΚΟΙΝΩΘΕΝ ΤΟΥ ΓΕΝΙΚΟΥ ΕΠΙΤΕΛΕΙΟΥ (958, 76, 1112, 147)
column-rule (1152, 58, 1153, 2263)
headline-feast: Η ΕΟΡΤΗ ΤΟΥ ΑΓΙΟΥ ΝΙΚΟΛΑΟΥ ΕΙΣ ΠΕΙΡΑΙΑ (977, 1134, 1127, 1168)
doctor-school: ΠΑΡΙΣΙΩΝ (1457, 2238, 1513, 2249)
deltion-subtitle: ΦΟΡΟΛΟΓΙΚΗΣ ΝΟΜΟΘΕΣΙΑΣ (632, 948, 724, 979)
subheadline: Επὶ τῇ βάσει ἀνεκδότου ἀλληλογραφίας (82, 216, 304, 254)
ad-line: ΦΘΗΝΕΣ ΤΙΜΕΣ • ΕΞΑΙΡΕΤΙΚΗ ΠΟΙΟΤΗΣ (671, 2227, 865, 2239)
big-title: Ὁδηγὸς (1321, 134, 1521, 194)
chapter-title: Η ΑΛΛΑΓΗ ΠΡΕΠΕΙ ΝΑ ΕΙΝΑΙ ΚΟΙΝΟΒΟΥΛΕΥΤΙΚΗ (1170, 353, 1356, 379)
institution-name: «ΥΠΟΤΡΟΦΙΑΙ ΔΗΜΟΣΙΑ ΣΧΟΛΗ ΤΕΧΝΩΝ ΕΠΑΓΓΕΛΜΑΤΩΝ» (1176, 975, 1350, 1004)
deltion-title: ΔΕΛΤΙΟΝ (631, 922, 725, 948)
complaints-body: Ὑπάλληλοι τοῦ Θεάτρου, ἐργαζόμενοι ἀπὸ πολλῶν ἐτῶν, παραπονοῦνται διότι δὲν ἐπληρώθησαν τὰς ἀποδοχάς των. Ἀναγνῶσται μᾶς γράφουν ὅτι εἰς ὡρισμένας συνοικίας δὲν γίνεται τακτικὴ διανομή. (394, 825, 578, 912)
